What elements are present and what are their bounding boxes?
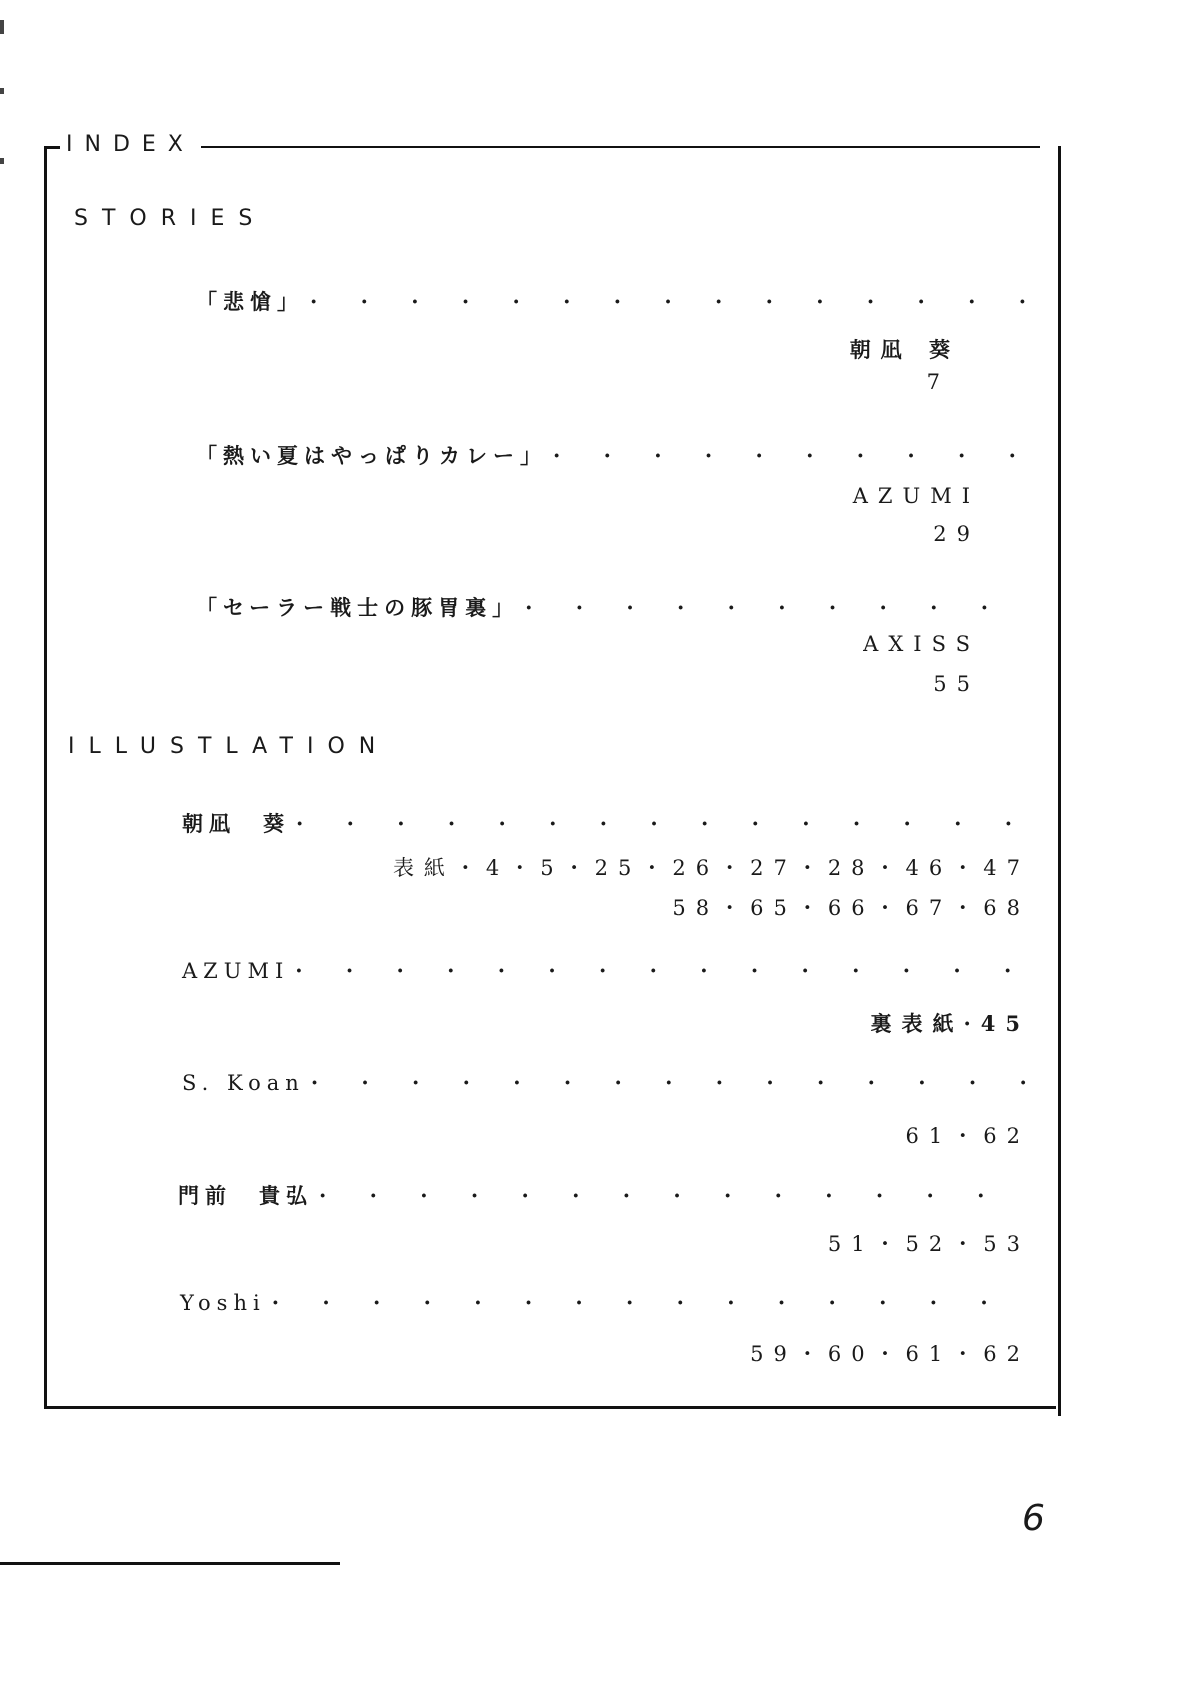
illustration-artist: S. Koan [182,1071,305,1095]
illustration-pages: 61・62 [905,1124,1030,1148]
dot-leader [295,958,1028,983]
dot-leader [272,1290,1028,1315]
illustration-heading: ILLUSTLATION [68,734,390,759]
illustration-artist: Yoshi [180,1291,266,1315]
illustration-artist: 門前 貴弘 [178,1183,313,1208]
index-frame-right [1058,146,1061,1416]
dot-leader [319,1183,1028,1208]
illustration-pages: 59・60・61・62 [750,1342,1030,1366]
story-entry [196,286,1036,316]
illustration-pages: 裏表紙·45 [870,1011,1030,1036]
dot-leader [525,595,1030,620]
dot-leader [310,289,1030,314]
story-entry [196,592,1036,622]
story-title: 「悲愴」 [196,289,304,314]
margin-mark [0,158,4,164]
illustration-pages: 58・65・66・67・68 [672,896,1030,920]
illustration-entry [180,1290,1034,1315]
story-page: 7 [926,370,950,394]
margin-mark [0,20,4,34]
story-entry [196,440,1036,470]
story-author: AZUMI [852,484,980,508]
dot-leader [311,1070,1028,1095]
margin-mark [0,88,4,94]
illustration-entry [182,1070,1034,1095]
story-title: 「セーラー戦士の豚胃裏」 [196,595,520,620]
stories-heading: STORIES [74,206,267,231]
index-title: INDEX [60,130,201,160]
index-frame-bottom [44,1406,1056,1409]
dot-leader [296,811,1028,836]
index-frame-left [44,146,47,1408]
story-page: 29 [933,522,980,546]
illustration-entry [182,808,1034,838]
illustration-pages: 表紙・4・5・25・26・27・28・46・47 [392,856,1030,880]
illustration-entry [182,958,1034,983]
page-number: 6 [1022,1498,1045,1539]
illustration-artist: 朝凪 葵 [182,811,290,836]
story-title: 「熱い夏はやっぱりカレー」 [196,443,547,468]
bottom-rule [0,1562,340,1565]
illustration-pages: 51・52・53 [827,1232,1030,1256]
story-page: 55 [933,672,980,696]
dot-leader [553,443,1030,468]
story-author: AXISS [863,632,980,656]
story-author: 朝凪 葵 [849,337,960,362]
illustration-artist: AZUMI [182,959,290,983]
illustration-entry [178,1180,1034,1210]
